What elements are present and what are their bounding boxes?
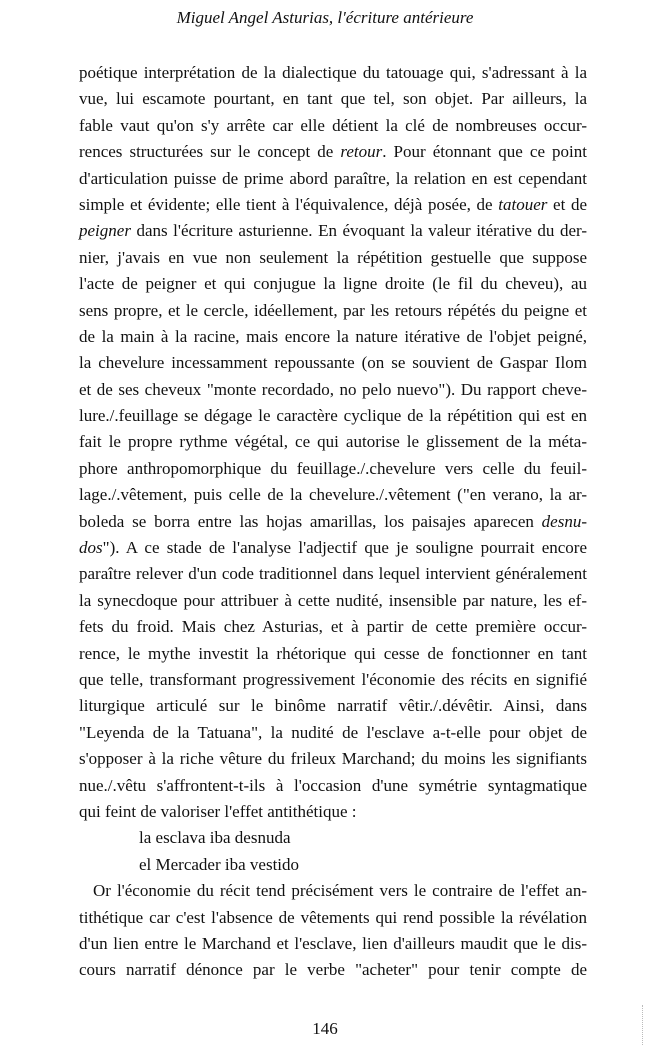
text-run: lage./.vêtement, puis celle de la chevelure./.vêtement ("en verano, la ar- <box>79 485 587 505</box>
text-run: que telle, transformant progressivement l'économie des récits en signifié <box>79 669 587 689</box>
text-run: liturgique articulé sur le binôme narratif vêtir./.dévêtir. Ainsi, dans <box>79 696 587 716</box>
text-line <box>79 166 587 192</box>
text-line <box>79 324 587 350</box>
page-number: 146 <box>312 1019 338 1038</box>
italic-text: tatouer <box>498 194 548 214</box>
text-line <box>79 693 587 719</box>
text-run: dans l'écriture asturienne. En évoquant la valeur itérative du der- <box>130 221 587 241</box>
text-line <box>79 799 587 825</box>
text-run: poétique interprétation de la dialectique du tatouage qui, s'adressant à la <box>79 63 587 82</box>
text-run: fait le propre rythme végétal, ce qui autorise le glissement de la méta- <box>79 432 587 452</box>
italic-text: peigner <box>79 221 131 241</box>
text-line <box>79 139 587 165</box>
text-run: phore anthropomorphique du feuillage./.chevelure vers celle du feuil- <box>79 458 587 478</box>
text-line <box>79 667 587 693</box>
text-run: la esclava iba desnuda <box>139 828 291 848</box>
text-run: . Pour étonnant que ce point <box>382 142 587 162</box>
text-run: paraître relever d'un code traditionnel dans lequel intervient généralement <box>79 564 587 584</box>
body-text <box>79 60 587 984</box>
text-run: fable vaut qu'on s'y arrête car elle détient la clé de nombreuses occur- <box>79 115 587 135</box>
text-line <box>79 561 587 587</box>
text-line <box>79 746 587 772</box>
text-run: fets du froid. Mais chez Asturias, et à partir de cette première occur- <box>79 617 587 637</box>
text-line <box>79 456 587 482</box>
text-run: el Mercader iba vestido <box>139 854 300 874</box>
text-line <box>79 905 587 931</box>
text-run: "). A ce stade de l'analyse l'adjectif que je souligne pourrait encore <box>102 538 587 558</box>
page-edge-mark <box>642 1005 646 1045</box>
verse-line <box>79 852 587 878</box>
text-line <box>79 482 587 508</box>
text-run: boleda se borra entre las hojas amarillas, los paisajes aparecen <box>79 511 542 531</box>
italic-text: dos <box>79 538 103 558</box>
text-line <box>79 245 587 271</box>
text-run: s'opposer à la riche vêture du frileux Marchand; du moins les signifiants <box>79 749 587 769</box>
text-line <box>79 931 587 957</box>
text-run: l'acte de peigner et qui conjugue la ligne droite (le fil du cheveu), au <box>79 274 587 294</box>
text-run: la chevelure incessamment repoussante (on se souvient de Gaspar Ilom <box>79 353 587 373</box>
text-line <box>79 720 587 746</box>
text-run: simple et évidente; elle tient à l'équivalence, déjà posée, de <box>79 194 499 214</box>
text-run: d'un lien entre le Marchand et l'esclave, lien d'ailleurs maudit que le dis- <box>79 933 587 953</box>
text-line <box>79 298 587 324</box>
text-line <box>79 271 587 297</box>
text-line <box>79 588 587 614</box>
verse-line <box>79 825 587 851</box>
text-line <box>79 957 587 983</box>
text-run: nier, j'avais en vue non seulement la répétition gestuelle que suppose <box>79 247 587 267</box>
text-line <box>79 377 587 403</box>
text-line <box>79 350 587 376</box>
text-line <box>79 218 587 244</box>
text-run: tithétique car c'est l'absence de vêtements qui rend possible la révélation <box>79 907 587 927</box>
text-line <box>79 535 587 561</box>
text-run: sens propre, et le cercle, idéellement, par les retours répétés du peigne et <box>79 300 587 320</box>
text-line <box>79 641 587 667</box>
text-run: cours narratif dénonce par le verbe "acheter" pour tenir compte de <box>79 960 587 980</box>
text-run: lure./.feuillage se dégage le caractère cyclique de la répétition qui est en <box>79 406 587 426</box>
text-run: rences structurées sur le concept de <box>79 142 341 162</box>
text-run: la synecdoque pour attribuer à cette nudité, insensible par nature, les ef- <box>79 590 587 610</box>
text-run: vue, lui escamote pourtant, en tant que tel, son objet. Par ailleurs, la <box>79 89 587 109</box>
text-run: qui feint de valoriser l'effet antithétique : <box>79 801 357 821</box>
text-line <box>79 192 587 218</box>
italic-text: retour <box>340 142 383 162</box>
text-line <box>79 429 587 455</box>
text-line <box>79 86 587 112</box>
text-line <box>79 509 587 535</box>
italic-text: desnu- <box>541 511 587 531</box>
text-run: rence, le mythe investit la rhétorique qui cesse de fonctionner en tant <box>79 643 587 663</box>
text-line <box>79 403 587 429</box>
text-run: Or l'économie du récit tend précisément vers le contraire de l'effet an- <box>93 881 587 901</box>
text-run: d'articulation puisse de prime abord paraître, la relation en est cependant <box>79 168 587 188</box>
text-run: et de ses cheveux "monte recordado, no pelo nuevo"). Du rapport cheve- <box>79 379 587 399</box>
text-run: "Leyenda de la Tatuana", la nudité de l'esclave a-t-elle pour objet de <box>79 722 587 742</box>
text-line <box>79 60 587 86</box>
text-run: et de <box>547 194 587 214</box>
text-line <box>79 773 587 799</box>
text-line <box>79 113 587 139</box>
text-run: nue./.vêtu s'affrontent-t-ils à l'occasion d'une symétrie syntagmatique <box>79 775 587 795</box>
running-header: Miguel Angel Asturias, l'écriture antérieure <box>176 8 474 27</box>
text-line <box>79 878 587 904</box>
text-run: de la main à la racine, mais encore la nature itérative de l'objet peigné, <box>79 326 587 346</box>
text-line <box>79 614 587 640</box>
